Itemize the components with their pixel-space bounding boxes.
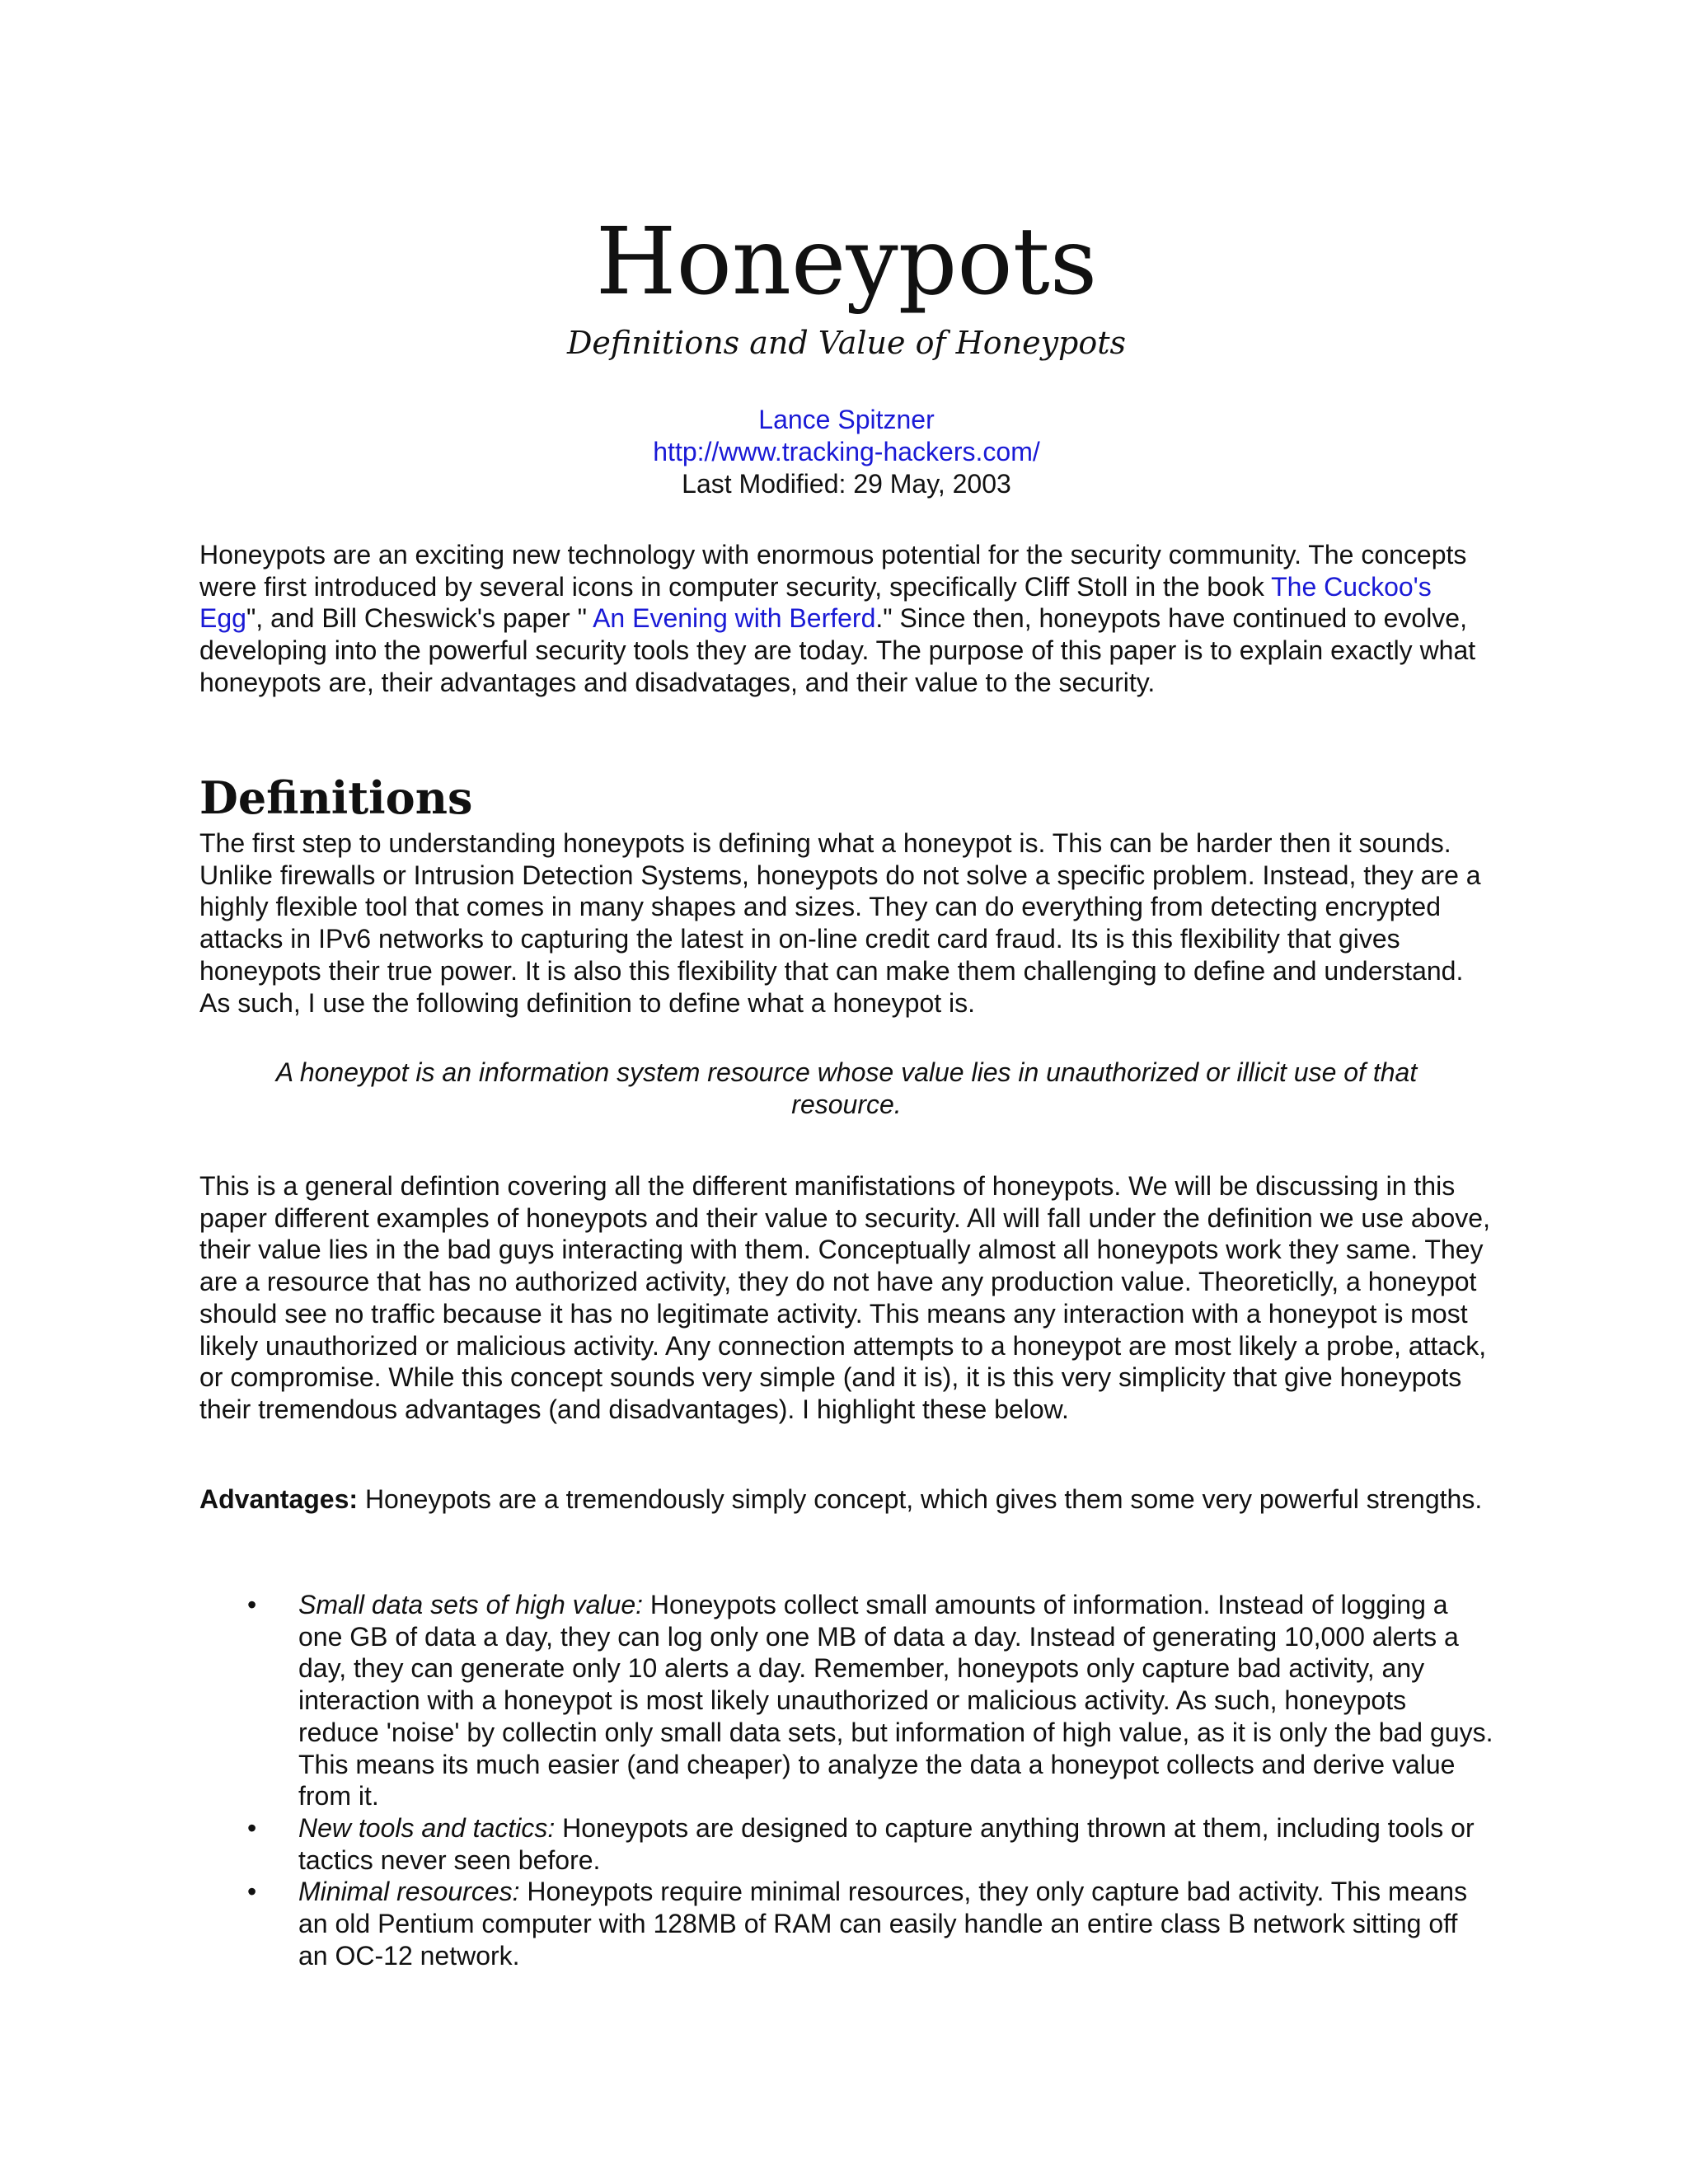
definitions-paragraph-1: The first step to understanding honeypots is defining what a honeypot is. This can be harder then it sounds. Unlike firewalls or Intrusion Detection Systems, honeypots do not solve a specific problem. Instead, they are a highly flexible tool that comes in many shapes and sizes. They can do everything from detecting encrypted attacks in IPv6 networks to capturing the latest in on-line credit card fraud. Its is this flexibility that gives honeypots their true power. It is also this flexibility that can make them challenging to define and understand. As such, I use the following definition to define what a honeypot is.	[199, 828, 1481, 1018]
list-item	[199, 1589, 1493, 1812]
list-item-term: New tools and tactics:	[298, 1812, 556, 1843]
definition-quote: A honeypot is an information system resource whose value lies in unauthorized or illicit use of that resource.	[275, 1057, 1418, 1119]
last-modified: Last Modified: 29 May, 2003	[682, 469, 1011, 499]
evening-with-berferd-link[interactable]: An Evening with Berferd	[593, 603, 876, 634]
intro-text-2: ", and Bill Cheswick's paper "	[246, 603, 593, 634]
list-item-text: Honeypots require minimal resources, they only capture bad activity. This means an old Pentium computer with 128MB of RAM can easily handle an entire class B network sitting off an OC-12 network.	[298, 1877, 1468, 1971]
definitions-paragraph-2: This is a general defintion covering all the different manifistations of honeypots. We will be discussing in this paper different examples of honeypots and their value to security. All will fall under the definition we use above, their value lies in the bad guys interacting with them. Conceptually almost all honeypots work they same. They are a resource that has no authorized activity, they do not have any production value. Theoreticlly, a honeypot should see no traffic because it has no legitimate activity. This means any interaction with a honeypot is most likely unauthorized or malicious activity. Any connection attempts to a honeypot are most likely a probe, attack, or compromise. While this concept sounds very simple (and it is), it is this very simplicity that give honeypots their tremendous advantages (and disadvantages). I highlight these below.	[199, 1171, 1490, 1424]
website-link[interactable]: http://www.tracking-hackers.com/	[653, 437, 1040, 466]
list-item-text: Honeypots collect small amounts of information. Instead of logging a one GB of data a day, they can log only one MB of data a day. Instead of generating 10,000 alerts a day, they can generate only 10 alerts a day. Remember, honeypots only capture bad activity, any interaction with a honeypot is most likely unauthorized or malicious activity. As such, honeypots reduce 'noise' by collectin only small data sets, but information of high value, as it is only the bad guys. This means its much easier (and cheaper) to analyze the data a honeypot collects and derive value from it.	[298, 1590, 1493, 1811]
list-item-term: Minimal resources:	[298, 1877, 520, 1907]
intro-text-1: Honeypots are an exciting new technology with enormous potential for the security community. The concepts were first introduced by several icons in computer security, specifically Cliff Stoll in the book	[199, 540, 1467, 602]
advantages-label: Advantages:	[199, 1484, 359, 1514]
list-item	[199, 1876, 1493, 1971]
author-link[interactable]: Lance Spitzner	[758, 405, 935, 434]
advantages-paragraph	[199, 1483, 1493, 1516]
list-item-text: Honeypots are designed to capture anything thrown at them, including tools or tactics never seen before.	[298, 1812, 1475, 1875]
list-item-term: Small data sets of high value:	[298, 1590, 644, 1619]
intro-text-3: ." Since then, honeypots have continued to evolve, developing into the powerful security tools they are today. The purpose of this paper is to explain exactly what honeypots are, their advantages and disadvatages, and their value to the security.	[199, 603, 1476, 697]
byline	[199, 404, 1493, 500]
advantages-text: Honeypots are a tremendously simply concept, which gives them some very powerful strengths.	[358, 1484, 1483, 1514]
bullet-icon: •	[247, 1590, 257, 1619]
advantages-list	[199, 1589, 1493, 1971]
document-title: Honeypots	[595, 209, 1098, 316]
section-heading-definitions: Definitions	[199, 771, 473, 824]
document-subtitle: Definitions and Value of Honeypots	[566, 325, 1127, 361]
intro-paragraph	[199, 539, 1493, 699]
bullet-icon: •	[247, 1812, 257, 1843]
cuckoos-egg-link[interactable]: The Cuckoo's Egg	[199, 571, 1432, 634]
list-item	[199, 1812, 1493, 1876]
bullet-icon: •	[247, 1877, 257, 1907]
